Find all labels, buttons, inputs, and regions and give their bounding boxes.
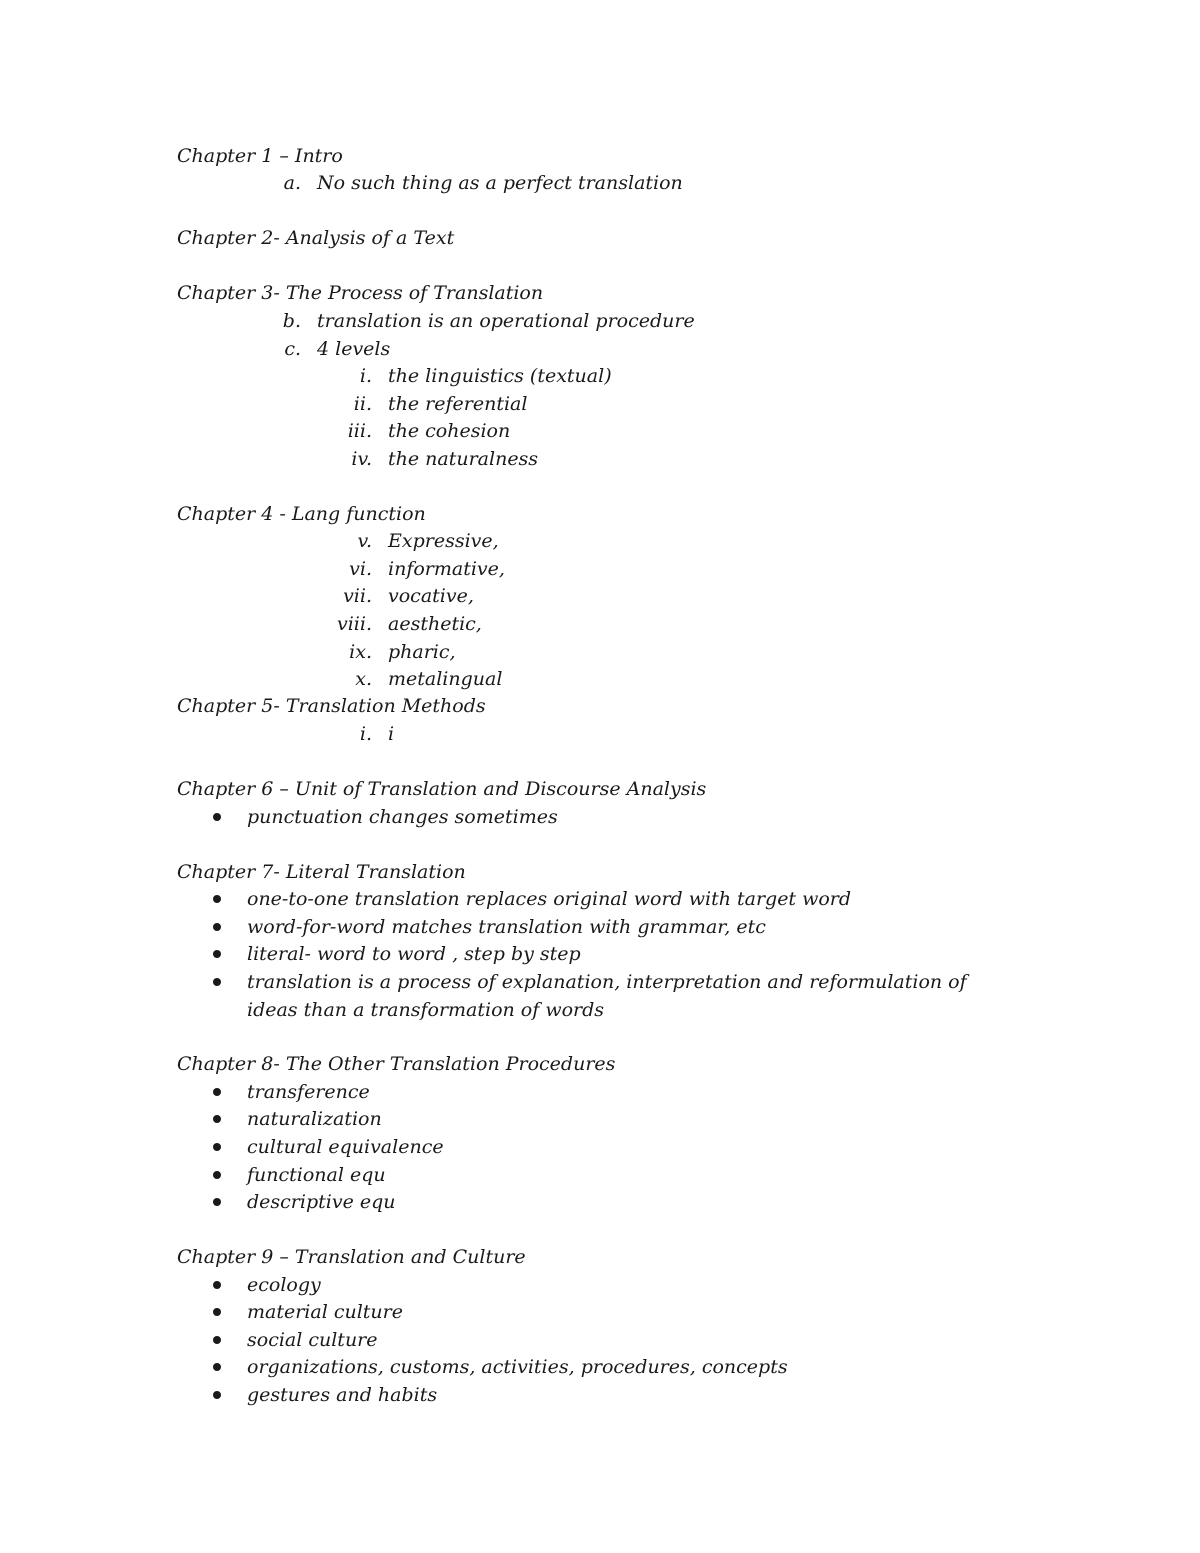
- bullet-item: cultural equivalence: [247, 1136, 444, 1158]
- sub-list-item: vocative,: [388, 585, 474, 607]
- bullet-icon: [213, 1281, 221, 1289]
- roman-marker: i.: [359, 723, 372, 745]
- bullet-item: functional equ: [247, 1164, 386, 1186]
- sub-list-item: informative,: [388, 558, 505, 580]
- chapter-9-heading: Chapter 9 – Translation and Culture: [177, 1246, 526, 1268]
- bullet-icon: [213, 1336, 221, 1344]
- roman-marker: x.: [355, 668, 372, 690]
- bullet-item: punctuation changes sometimes: [247, 806, 558, 828]
- roman-marker: i.: [359, 365, 372, 387]
- chapter-8-heading: Chapter 8- The Other Translation Procedures: [177, 1053, 616, 1075]
- sub-list-item: aesthetic,: [388, 613, 482, 635]
- bullet-icon: [213, 1391, 221, 1399]
- roman-marker: iii.: [347, 420, 372, 442]
- list-item: translation is an operational procedure: [317, 310, 695, 332]
- roman-marker: ix.: [349, 641, 372, 663]
- chapter-5-heading: Chapter 5- Translation Methods: [177, 695, 486, 717]
- roman-marker: viii.: [336, 613, 372, 635]
- bullet-item: word-for-word matches translation with grammar, etc: [247, 916, 766, 938]
- bullet-icon: [213, 1088, 221, 1096]
- bullet-item: naturalization: [247, 1108, 382, 1130]
- sub-list-item: the cohesion: [388, 420, 511, 442]
- bullet-item: literal- word to word , step by step: [247, 943, 581, 965]
- bullet-icon: [213, 978, 221, 986]
- sub-list-item: i: [388, 723, 395, 745]
- chapter-2-heading: Chapter 2- Analysis of a Text: [177, 227, 455, 249]
- chapter-3-heading: Chapter 3- The Process of Translation: [177, 282, 544, 304]
- roman-marker: ii.: [353, 393, 372, 415]
- roman-marker: vii.: [343, 585, 372, 607]
- bullet-icon: [213, 1143, 221, 1151]
- bullet-icon: [213, 1171, 221, 1179]
- bullet-icon: [213, 1198, 221, 1206]
- bullet-item: material culture: [247, 1301, 403, 1323]
- sub-list-item: Expressive,: [388, 530, 499, 552]
- list-item: 4 levels: [317, 338, 391, 360]
- bullet-item-continuation: ideas than a transformation of words: [247, 999, 605, 1021]
- list-item: No such thing as a perfect translation: [317, 172, 683, 194]
- bullet-icon: [213, 1363, 221, 1371]
- sub-list-item: pharic,: [388, 641, 456, 663]
- roman-marker: iv.: [351, 448, 372, 470]
- bullet-item: ecology: [247, 1274, 321, 1296]
- bullet-icon: [213, 1308, 221, 1316]
- bullet-item: social culture: [247, 1329, 378, 1351]
- sub-list-item: metalingual: [388, 668, 503, 690]
- roman-marker: v.: [357, 530, 372, 552]
- bullet-icon: [213, 813, 221, 821]
- bullet-item: descriptive equ: [247, 1191, 396, 1213]
- roman-marker: vi.: [349, 558, 372, 580]
- chapter-1-heading: Chapter 1 – Intro: [177, 145, 343, 167]
- bullet-icon: [213, 895, 221, 903]
- list-marker: a.: [283, 172, 301, 194]
- sub-list-item: the naturalness: [388, 448, 539, 470]
- bullet-item: organizations, customs, activities, procedures, concepts: [247, 1356, 788, 1378]
- chapter-4-heading: Chapter 4 - Lang function: [177, 503, 426, 525]
- sub-list-item: the referential: [388, 393, 528, 415]
- list-marker: b.: [282, 310, 301, 332]
- list-marker: c.: [284, 338, 301, 360]
- bullet-icon: [213, 950, 221, 958]
- bullet-item: one-to-one translation replaces original word with target word: [247, 888, 852, 910]
- bullet-item: transference: [247, 1081, 370, 1103]
- bullet-item: gestures and habits: [247, 1384, 438, 1406]
- bullet-item: translation is a process of explanation, interpretation and reformulation of: [247, 971, 967, 993]
- chapter-7-heading: Chapter 7- Literal Translation: [177, 861, 466, 883]
- chapter-6-heading: Chapter 6 – Unit of Translation and Discourse Analysis: [177, 778, 707, 800]
- sub-list-item: the linguistics (textual): [388, 365, 612, 387]
- bullet-icon: [213, 1115, 221, 1123]
- bullet-icon: [213, 923, 221, 931]
